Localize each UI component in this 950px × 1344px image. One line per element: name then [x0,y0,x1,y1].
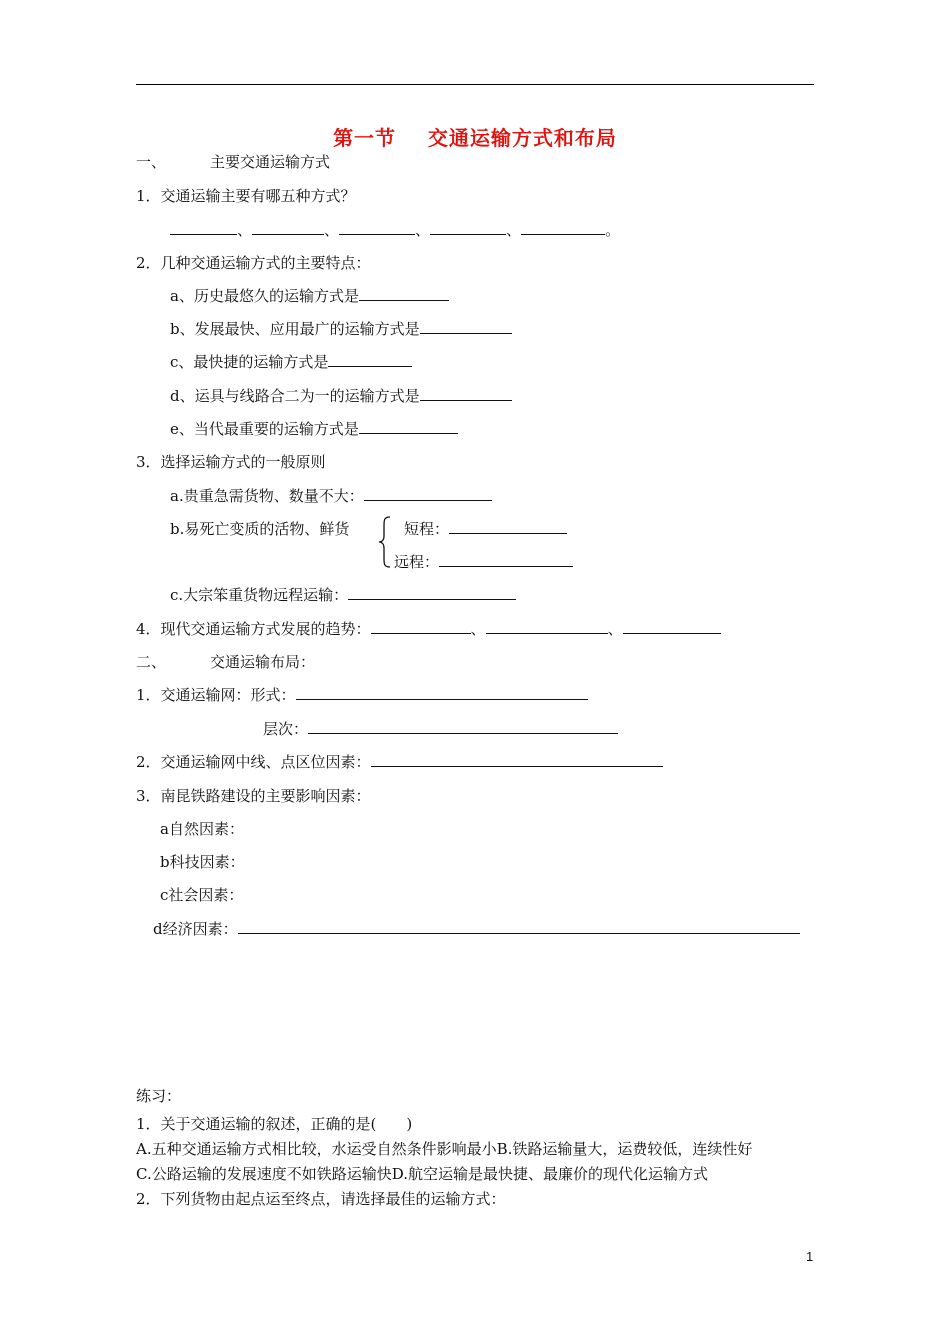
part-3-natural: a自然因素： [160,820,244,838]
section-two-heading [136,652,315,672]
question-2-item-b [170,319,512,339]
answer-blank[interactable] [371,619,471,634]
item-label: 层次： [263,720,309,738]
answer-blank[interactable] [420,319,512,334]
separator: 、 [506,221,522,239]
curly-brace-icon [378,516,392,568]
item-label: a.贵重急需货物、数量不大： [170,487,364,505]
section-one-number: 一、 [136,153,167,171]
part-1-level [263,719,618,739]
question-1: 1．交通运输主要有哪五种方式？ [136,187,356,205]
part-3-technology: b科技因素： [160,853,245,871]
answer-blank[interactable] [430,220,506,235]
section-two-title: 交通运输布局： [210,653,316,671]
answer-blank[interactable] [359,286,449,301]
answer-blank[interactable] [439,552,573,567]
item-label: 4．现代交通运输方式发展的趋势： [136,620,371,638]
answer-blank[interactable] [308,719,618,734]
item-label: c.大宗笨重货物远程运输： [170,586,349,604]
practice-options-ab: A.五种交通运输方式相比较，水运受自然条件影响最小B.铁路运输量大，运费较低，连续性好 [136,1140,753,1158]
section-two-number: 二、 [136,653,167,671]
part-1-form [136,685,588,705]
item-label: d经济因素： [153,920,238,938]
answer-blank[interactable] [371,752,663,767]
practice-label: 练习： [136,1087,182,1105]
question-3-short-distance [404,519,567,539]
answer-blank[interactable] [623,619,721,634]
item-label: b、发展最快、应用最广的运输方式是 [170,320,420,338]
separator: 、 [607,620,623,638]
part-3-social: c社会因素： [160,886,244,904]
question-1-blanks [170,220,620,240]
question-2-item-e [170,419,458,439]
part-3: 3．南昆铁路建设的主要影响因素： [136,787,371,805]
answer-blank[interactable] [449,519,567,534]
answer-blank[interactable] [339,220,415,235]
item-label: 1．交通运输网：形式： [136,686,296,704]
item-label: 远程： [394,553,440,571]
item-label: a、历史最悠久的运输方式是 [170,287,359,305]
practice-question-1: 1．关于交通运输的叙述，正确的是( ) [136,1115,413,1133]
question-3-item-b: b.易死亡变质的活物、鲜货 [170,520,350,538]
practice-options-cd: C.公路运输的发展速度不如铁路运输快D.航空运输是最快捷、最廉价的现代化运输方式 [136,1165,708,1183]
section-one-title: 主要交通运输方式 [210,153,331,171]
part-3-economic [153,919,800,939]
item-label: c、最快捷的运输方式是 [170,353,329,371]
practice-question-2: 2．下列货物由起点运至终点，请选择最佳的运输方式： [136,1190,506,1208]
period: 。 [605,221,621,239]
question-3-long-distance [394,552,573,572]
item-label: e、当代最重要的运输方式是 [170,420,359,438]
answer-blank[interactable] [238,919,800,934]
item-label: 2．交通运输网中线、点区位因素： [136,753,371,771]
item-label: d、运具与线路合二为一的运输方式是 [170,387,420,405]
header-rule [136,84,814,85]
question-4 [136,619,721,639]
answer-blank[interactable] [296,685,588,700]
answer-blank[interactable] [348,585,516,600]
answer-blank[interactable] [252,220,324,235]
question-3: 3．选择运输方式的一般原则 [136,453,326,471]
answer-blank[interactable] [359,419,458,434]
part-2 [136,752,663,772]
section-one-heading [136,152,330,172]
separator: 、 [237,221,253,239]
answer-blank[interactable] [486,619,608,634]
page-number: 1 [806,1249,814,1264]
question-2-item-c [170,352,412,372]
answer-blank[interactable] [364,486,492,501]
question-3-item-a [170,486,492,506]
question-2-item-a [170,286,449,306]
page-title: 第一节 交通运输方式和布局 [333,126,617,150]
separator: 、 [415,221,431,239]
separator: 、 [324,221,340,239]
question-2: 2．几种交通运输方式的主要特点： [136,254,371,272]
answer-blank[interactable] [328,352,412,367]
separator: 、 [470,620,486,638]
question-3-item-c [170,585,516,605]
answer-blank[interactable] [420,386,512,401]
item-label: 短程： [404,520,450,538]
question-2-item-d [170,386,512,406]
answer-blank[interactable] [170,220,237,235]
answer-blank[interactable] [521,220,605,235]
